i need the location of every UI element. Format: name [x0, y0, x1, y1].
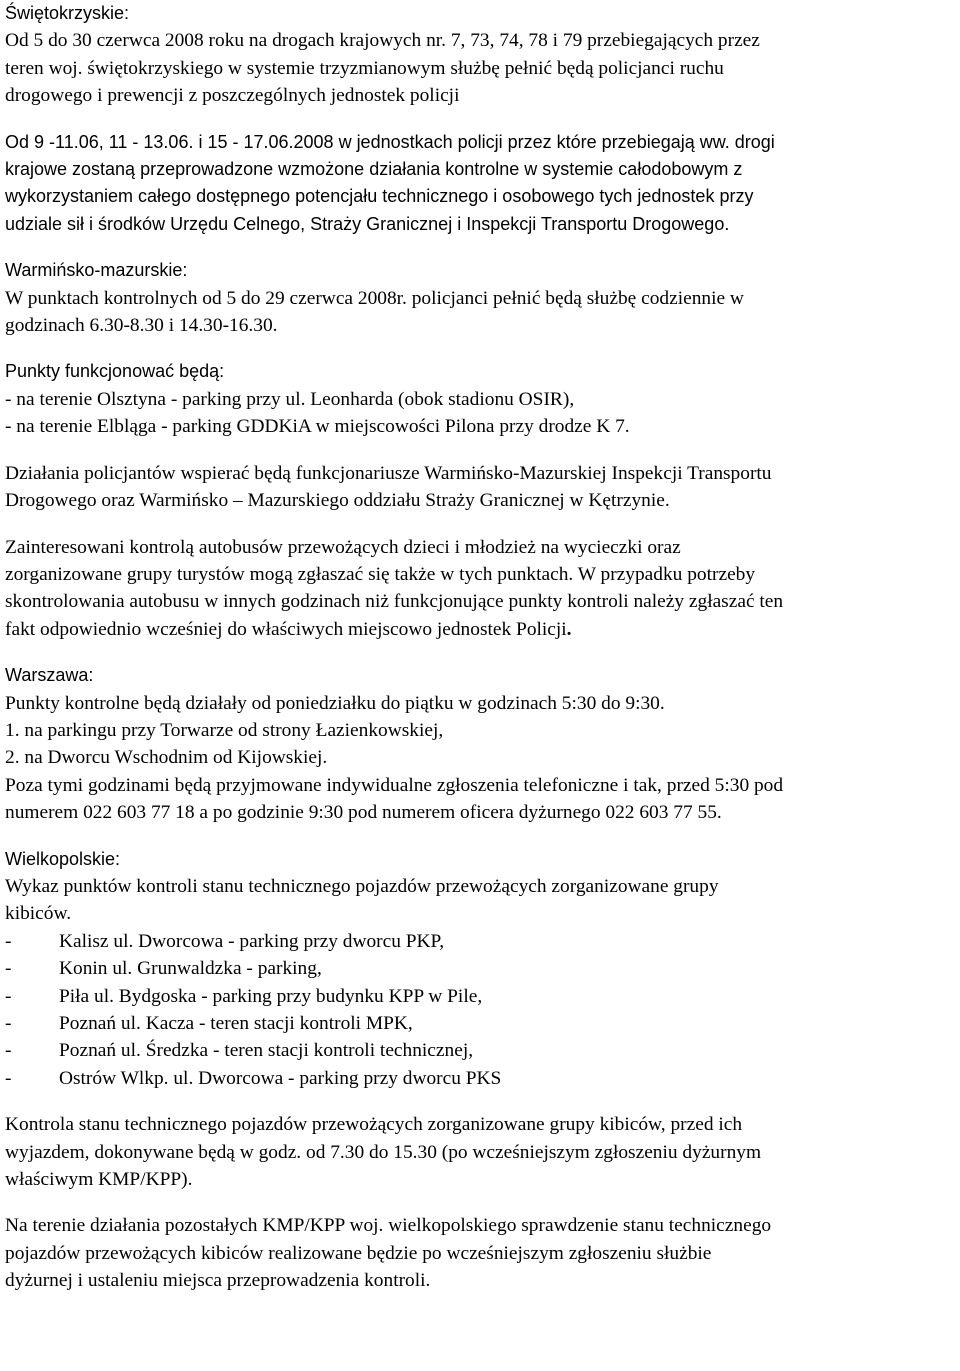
text-line: dyżurnej i ustaleniu miejsca przeprowadzenia kontroli. [5, 1270, 431, 1292]
list-dash: - [5, 958, 12, 980]
warminsko-interest [5, 534, 960, 644]
list-dash: - [5, 930, 12, 952]
list-item-text: Konin ul. Grunwaldzka - parking, [59, 958, 322, 980]
warminsko-support [5, 460, 960, 515]
points-list [5, 386, 960, 441]
text-line: Wykaz punktów kontroli stanu technicznego pojazdów przewożących zorganizowane grupy [5, 875, 719, 897]
text-line: Od 9 -11.06, 11 - 13.06. i 15 - 17.06.2008 w jednostkach policji przez które przebiegają ww. drogi [5, 131, 775, 152]
list-item-text: Kalisz ul. Dworcowa - parking przy dworcu PKP, [59, 930, 445, 952]
heading-swietokrzyskie: Świętokrzyskie: [5, 3, 130, 23]
text-line: skontrolowania autobusu w innych godzinach niż funkcjonujące punkty kontroli należy zgłaszać ten [5, 591, 784, 613]
list-item: 2. na Dworcu Wschodnim od Kijowskiej. [5, 747, 328, 769]
text-line: Zainteresowani kontrolą autobusów przewożących dzieci i młodzież na wycieczki oraz [5, 536, 681, 558]
list-dash: - [5, 1013, 12, 1034]
section-swietokrzyskie [5, 0, 960, 238]
text-line: Na terenie działania pozostałych KMP/KPP woj. wielkopolskiego sprawdzenie stanu technicznego [5, 1215, 772, 1237]
swietokrzyskie-details [5, 129, 960, 239]
list-item-text: Ostrów Wlkp. ul. Dworcowa - parking przy dworcu PKS [59, 1067, 502, 1089]
text-line: krajowe zostaną przeprowadzone wzmożone działania kontrolne w systemie całodobowym z [5, 159, 743, 180]
text-line: pojazdów przewożących kibiców realizowane będzie po wcześniejszym zgłoszeniu służbie [5, 1242, 712, 1264]
text-line-main: fakt odpowiednio wcześniej do właściwych miejscowo jednostek Policji [5, 618, 567, 640]
text-line: wyjazdem, dokonywane będą w godz. od 7.30 do 15.30 (po wcześniejszym zgłoszeniu dyżurnym [5, 1141, 762, 1163]
section-warszawa [5, 662, 960, 826]
heading-warszawa: Warszawa: [5, 665, 94, 686]
list-item [5, 1037, 960, 1064]
points-heading: Punkty funkcjonować będą: [5, 361, 225, 382]
text-line: teren woj. świętokrzyskiego w systemie trzyzmianowym służbę pełnić będą policjanci ruchu [5, 57, 724, 79]
text-line: wykorzystaniem całego dostępnego potencjału technicznego i osobowego tych jednostek przy [5, 186, 754, 207]
list-item-text: Poznań ul. Kacza - teren stacji kontroli MPK, [59, 1013, 413, 1034]
text-line: W punktach kontrolnych od 5 do 29 czerwca 2008r. policjanci pełnić będą służbę codziennie w [5, 287, 744, 309]
list-dash: - [5, 1067, 12, 1089]
list-item-text: Poznań ul. Średzka - teren stacji kontroli technicznej, [59, 1040, 474, 1062]
swietokrzyskie-intro [5, 27, 960, 109]
bold-period: . [566, 618, 572, 640]
text-line: drogowego i prewencji z poszczególnych jednostek policji [5, 85, 460, 107]
heading-warminsko-mazurskie: Warmińsko-mazurskie: [5, 260, 188, 281]
text-line: zorganizowane grupy turystów mogą zgłaszać się także w tych punktach. W przypadku potrzeby [5, 563, 756, 585]
wielkopolskie-intro [5, 873, 960, 928]
list-item: - na terenie Olsztyna - parking przy ul. Leonharda (obok stadionu OSIR), [5, 388, 575, 410]
list-item [5, 955, 960, 982]
heading-wielkopolskie: Wielkopolskie: [5, 848, 121, 869]
text-line: Kontrola stanu technicznego pojazdów przewożących zorganizowane grupy kibiców, przed ich [5, 1114, 743, 1136]
text-line: numerem 022 603 77 18 a po godzinie 9:30 pod numerem oficera dyżurnego 022 603 77 55. [5, 802, 722, 824]
text-line: Punkty kontrolne będą działały od poniedziałku do piątku w godzinach 5:30 do 9:30. [5, 692, 665, 714]
section-warminsko-mazurskie [5, 257, 960, 643]
list-item: 1. na parkingu przy Torwarze od strony Łazienkowskiej, [5, 719, 444, 741]
text-line: udziale sił i środków Urzędu Celnego, Straży Granicznej i Inspekcji Transportu Drogowego. [5, 213, 730, 234]
list-dash: - [5, 1040, 12, 1062]
list-item [5, 1010, 960, 1037]
list-item [5, 983, 960, 1010]
warszawa-body [5, 690, 960, 827]
section-wielkopolskie [5, 846, 960, 1295]
warminsko-intro [5, 285, 960, 340]
text-line: kibiców. [5, 903, 72, 925]
list-item [5, 1065, 960, 1092]
list-item: - na terenie Elbląga - parking GDDKiA w miejscowości Pilona przy drodze K 7. [5, 416, 630, 438]
control-points-list [5, 928, 960, 1092]
text-line: Poza tymi godzinami będą przyjmowane indywidualne zgłoszenia telefoniczne i tak, przed 5:30 pod [5, 774, 784, 796]
wielkopolskie-control [5, 1111, 960, 1193]
list-item [5, 928, 960, 955]
text-line: Od 5 do 30 czerwca 2008 roku na drogach krajowych nr. 7, 73, 74, 78 i 79 przebiegających przez [5, 30, 760, 52]
wielkopolskie-other [5, 1212, 960, 1294]
text-line: godzinach 6.30-8.30 i 14.30-16.30. [5, 315, 278, 337]
text-line [5, 616, 960, 643]
list-item-text: Piła ul. Bydgoska - parking przy budynku KPP w Pile, [59, 985, 483, 1007]
text-line: Działania policjantów wspierać będą funkcjonariusze Warmińsko-Mazurskiej Inspekcji Transportu [5, 462, 772, 484]
text-line: Drogowego oraz Warmińsko – Mazurskiego oddziału Straży Granicznej w Kętrzynie. [5, 490, 670, 512]
text-line: właściwym KMP/KPP). [5, 1169, 193, 1191]
list-dash: - [5, 985, 12, 1007]
